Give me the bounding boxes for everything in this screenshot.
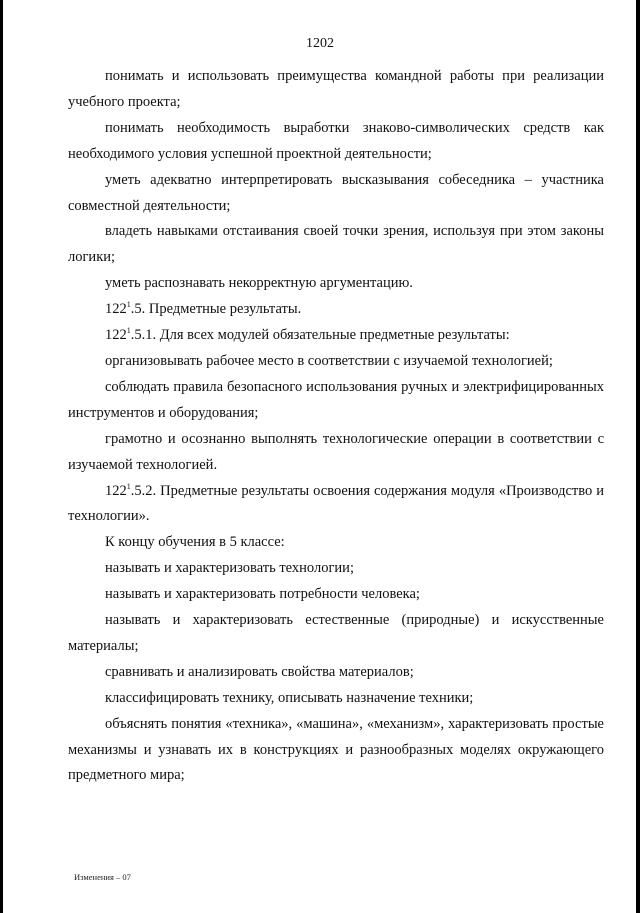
paragraph: понимать необходимость выработки знаково-символических средств как необходимого условия успешной проектной деятельности; [68, 119, 604, 162]
paragraph: понимать и использовать преимущества командной работы при реализации учебного проекта; [68, 68, 604, 110]
scan-edge-left [0, 0, 3, 913]
section-superscript: 1 [126, 300, 131, 310]
paragraph: уметь адекватно интерпретировать высказывания собеседника – участника совместной деятельности; [68, 171, 604, 214]
section-number: 122 [105, 327, 127, 344]
paragraph: владеть навыками отстаивания своей точки зрения, используя при этом законы логики; [68, 223, 604, 266]
paragraph: уметь распознавать некорректную аргументацию. [105, 275, 413, 292]
section-title: .5.1. Для всех модулей обязательные предметные результаты: [130, 327, 510, 344]
section-title: .5.2. Предметные результаты освоения содержания модуля «Производство и технологии». [68, 482, 604, 525]
paragraph: соблюдать правила безопасного использования ручных и электрифицированных инструментов и оборудования; [68, 378, 604, 421]
section-heading-5-1 [68, 323, 604, 349]
paragraph: объяснять понятия «техника», «машина», «механизм», характеризовать простые механизмы и узнавать их в конструкциях и разнообразных моделях окружающего предметного мира; [68, 715, 604, 784]
section-superscript: 1 [126, 326, 131, 336]
paragraph: называть и характеризовать потребности человека; [105, 586, 420, 603]
scan-edge-right [636, 0, 640, 913]
footer-revision-note: Изменения – 07 [74, 872, 131, 882]
section-number: 122 [105, 482, 127, 499]
section-heading-5-2 [68, 479, 604, 531]
section-heading-5 [68, 297, 604, 323]
document-body [68, 64, 604, 789]
paragraph: грамотно и осознанно выполнять технологические операции в соответствии с изучаемой технологией. [68, 430, 604, 473]
paragraph: называть и характеризовать технологии; [105, 560, 354, 577]
section-superscript: 1 [126, 481, 131, 491]
paragraph: классифицировать технику, описывать назначение техники; [105, 689, 474, 706]
section-title: .5. Предметные результаты. [130, 301, 302, 318]
paragraph: К концу обучения в 5 классе: [105, 534, 285, 551]
page-number: 1202 [306, 36, 334, 51]
paragraph: сравнивать и анализировать свойства материалов; [105, 663, 414, 680]
section-number: 122 [105, 301, 127, 318]
paragraph: называть и характеризовать естественные (природные) и искусственные материалы; [68, 612, 604, 654]
paragraph: организовывать рабочее место в соответствии с изучаемой технологией; [105, 352, 553, 369]
